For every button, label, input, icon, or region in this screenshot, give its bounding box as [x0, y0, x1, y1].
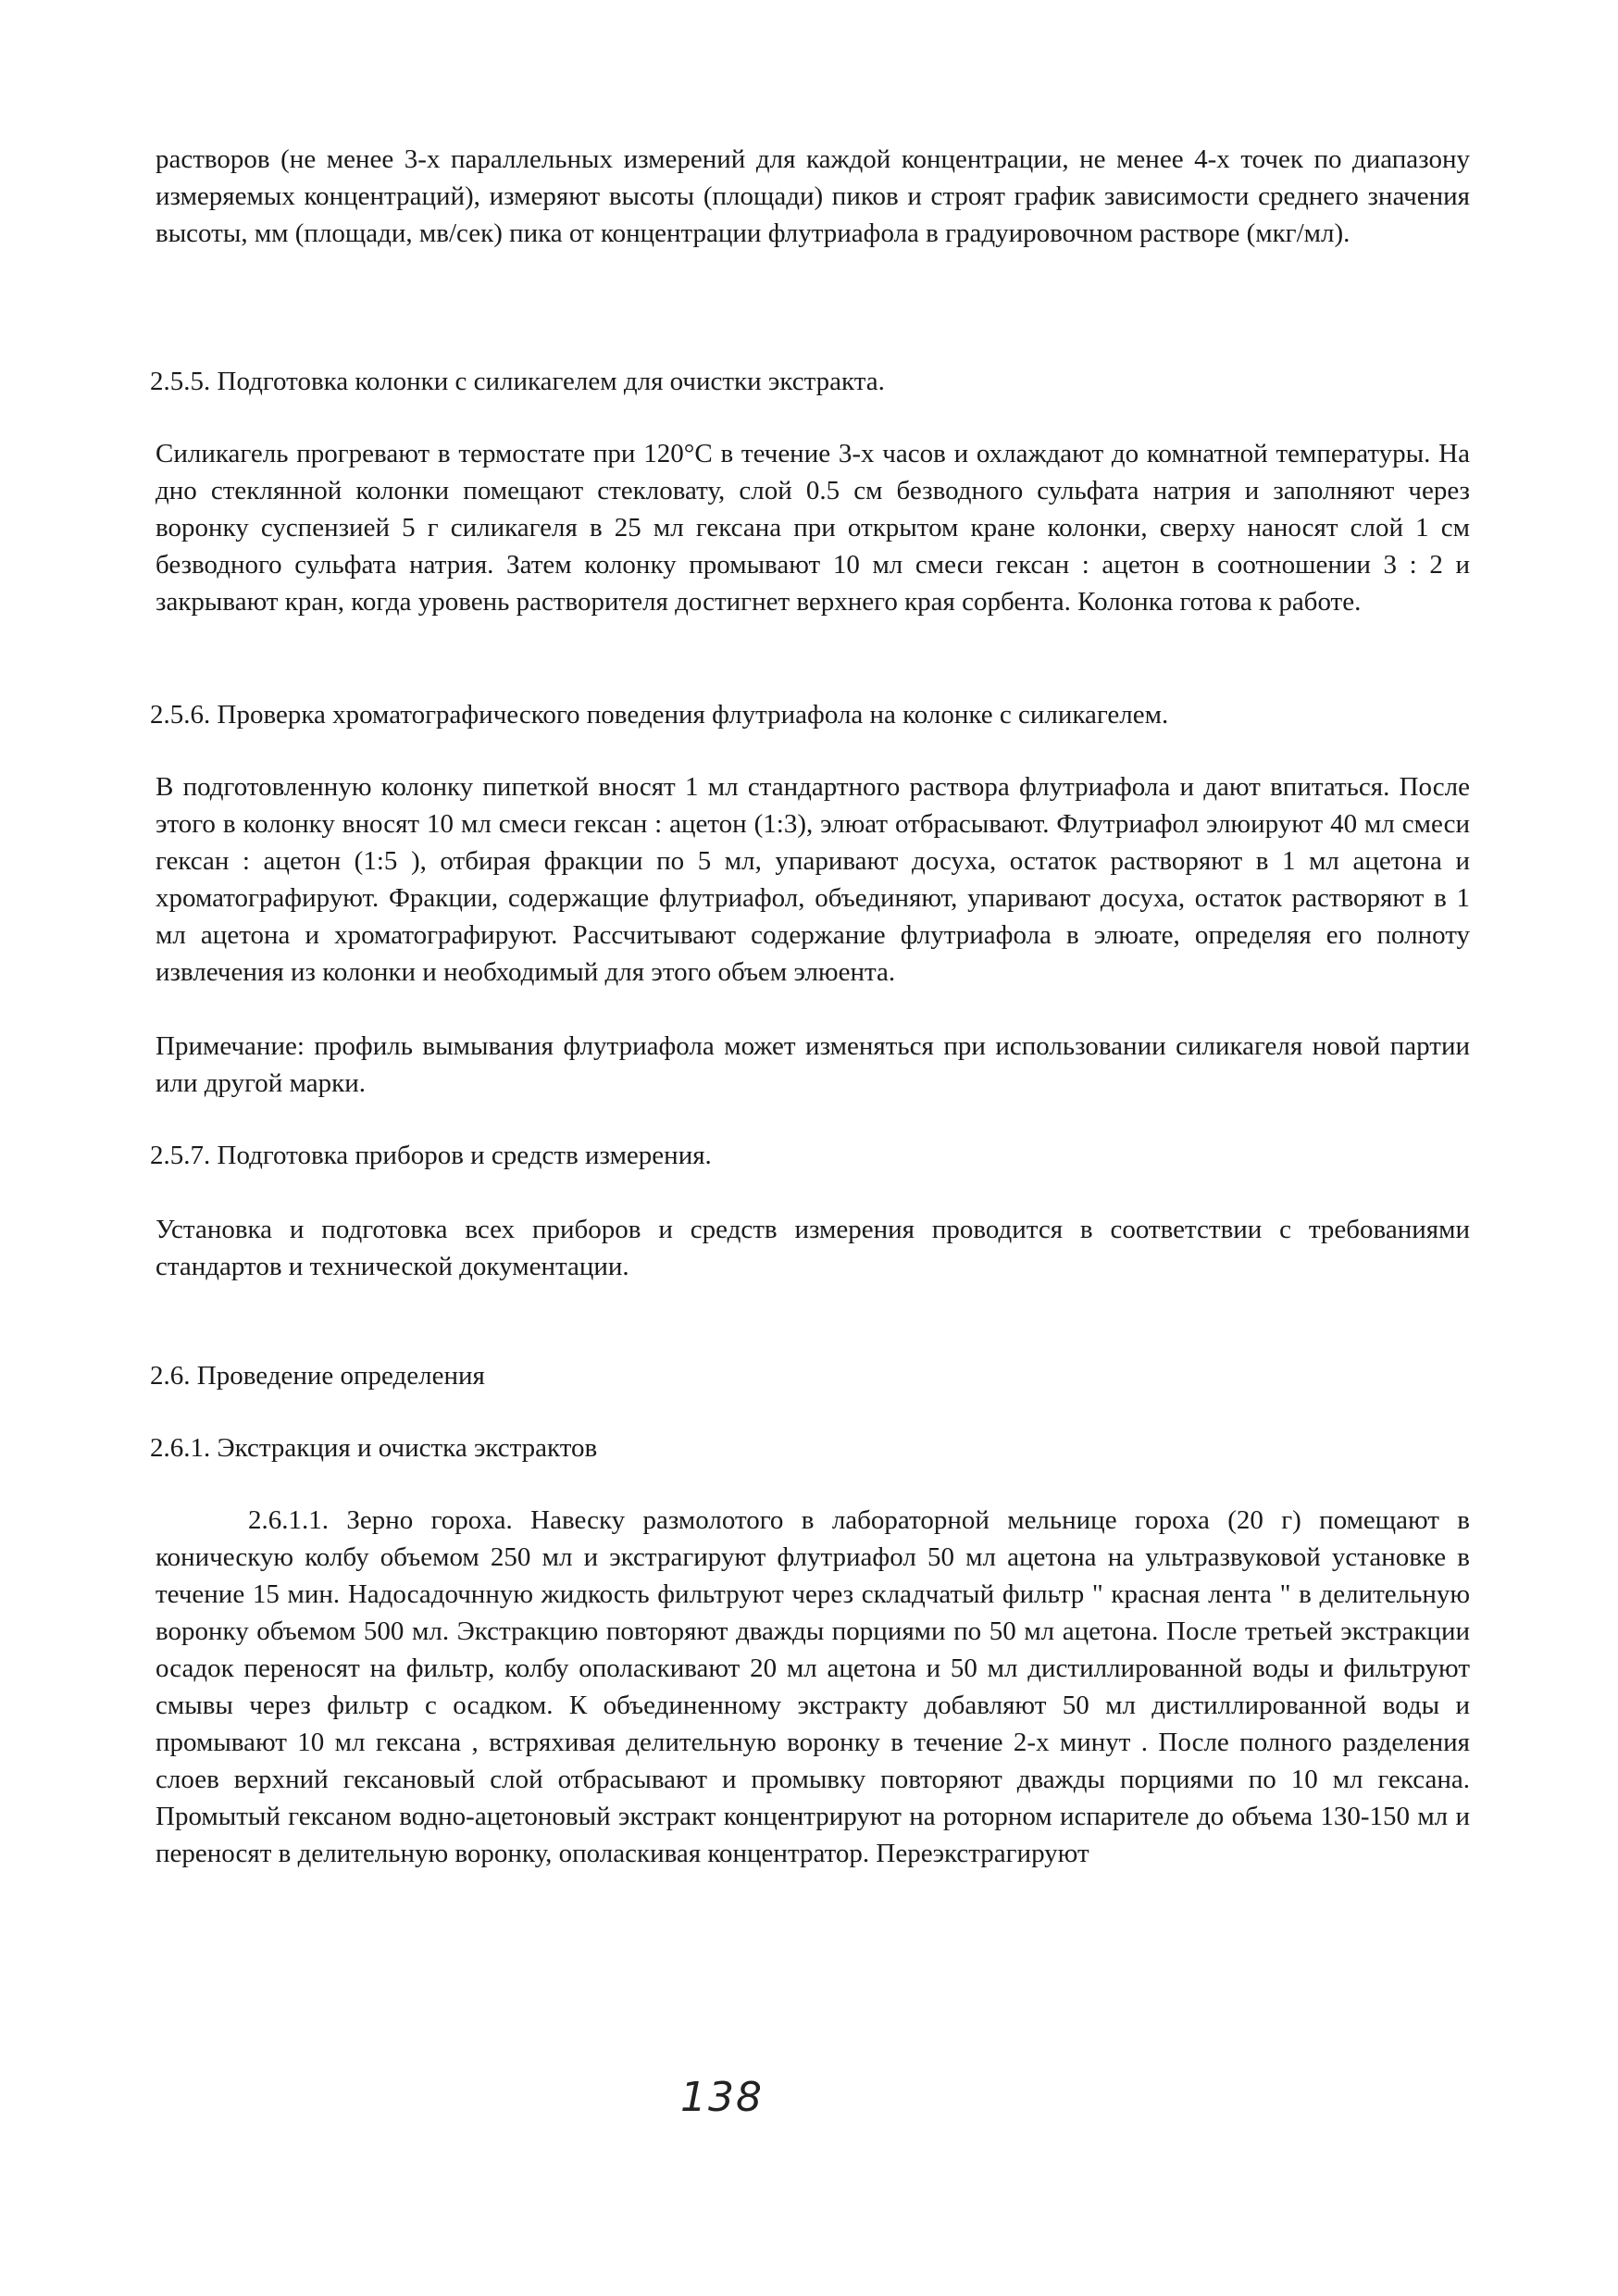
- heading-2-5-5: 2.5.5. Подготовка колонки с силикагелем для очистки экстракта.: [150, 367, 885, 396]
- paragraph-2-5-5: Силикагель прогревают в термостате при 120°С в течение 3-х часов и охлаждают до комнатной температуры. На дно стеклянной колонки помещают стекловату, слой 0.5 см безводного сульфата натрия и заполняют через воронку суспензией 5 г силикагеля в 25 мл гексана при открытом кране колонки, сверху наносят слой 1 см безводного сульфата натрия. Затем колонку промывают 10 мл смеси гексан : ацетон в соотношении 3 : 2 и закрывают кран, когда уровень растворителя достигнет верхнего края сорбента. Колонка готова к работе.: [156, 439, 1470, 617]
- paragraph-2-5-6: В подготовленную колонку пипеткой вносят 1 мл стандартного раствора флутриафола и дают впитаться. После этого в колонку вносят 10 мл смеси гексан : ацетон (1:3), элюат отбрасывают. Флутриафол элюируют 40 мл смеси гексан : ацетон (1:5 ), отбирая фракции по 5 мл, упаривают досуха, остаток растворяют в 1 мл ацетона и хроматографируют. Фракции, содержащие флутриафол, объединяют, упаривают досуха, остаток растворяют в 1 мл ацетона и хроматографируют. Рассчитывают содержание флутриафола в элюате, определяя его полноту извлечения из колонки и необходимый для этого объем элюента.: [156, 772, 1470, 987]
- heading-2-6-1: 2.6.1. Экстракция и очистка экстрактов: [150, 1433, 598, 1463]
- heading-2-5-7: 2.5.7. Подготовка приборов и средств измерения.: [150, 1141, 712, 1170]
- heading-2-6: 2.6. Проведение определения: [150, 1361, 485, 1391]
- paragraph-note: Примечание: профиль вымывания флутриафола может изменяться при использовании силикагеля новой партии или другой марки.: [156, 1031, 1470, 1098]
- paragraph-2-5-7: Установка и подготовка всех приборов и средств измерения проводится в соответствии с требованиями стандартов и технической документации.: [156, 1215, 1470, 1281]
- heading-2-5-6: 2.5.6. Проверка хроматографического поведения флутриафола на колонке с силикагелем.: [150, 700, 1169, 730]
- paragraph-continuation: растворов (не менее 3-х параллельных измерений для каждой концентрации, не менее 4-х точек по диапазону измеряемых концентраций), измеряют высоты (площади) пиков и строят график зависимости среднего значения высоты, мм (площади, мв/сек) пика от концентрации флутриафола в градуировочном растворе (мкг/мл).: [156, 144, 1470, 248]
- page-number: 138: [680, 2074, 764, 2121]
- paragraph-2-6-1-1: 2.6.1.1. Зерно гороха. Навеску размолотого в лабораторной мельнице гороха (20 г) помещают в коническую колбу объемом 250 мл и экстрагируют флутриафол 50 мл ацетона на ультразвуковой установке в течение 15 мин. Надосадочнную жидкость фильтруют через складчатый фильтр " красная лента " в делительную воронку объемом 500 мл. Экстракцию повторяют дважды порциями по 50 мл ацетона. После третьей экстракции осадок переносят на фильтр, колбу ополаскивают 20 мл ацетона и 50 мл дистиллированной воды и фильтруют смывы через фильтр с осадком. К объединенному экстракту добавляют 50 мл дистиллированной воды и промывают 10 мл гексана , встряхивая делительную воронку в течение 2-х минут . После полного разделения слоев верхний гексановый слой отбрасывают и промывку повторяют дважды порциями по 10 мл гексана. Промытый гексаном водно-ацетоновый экстракт концентрируют на роторном испарителе до объема 130-150 мл и переносят в делительную воронку, ополаскивая концентратор. Переэкстрагируют: [156, 1505, 1470, 1868]
